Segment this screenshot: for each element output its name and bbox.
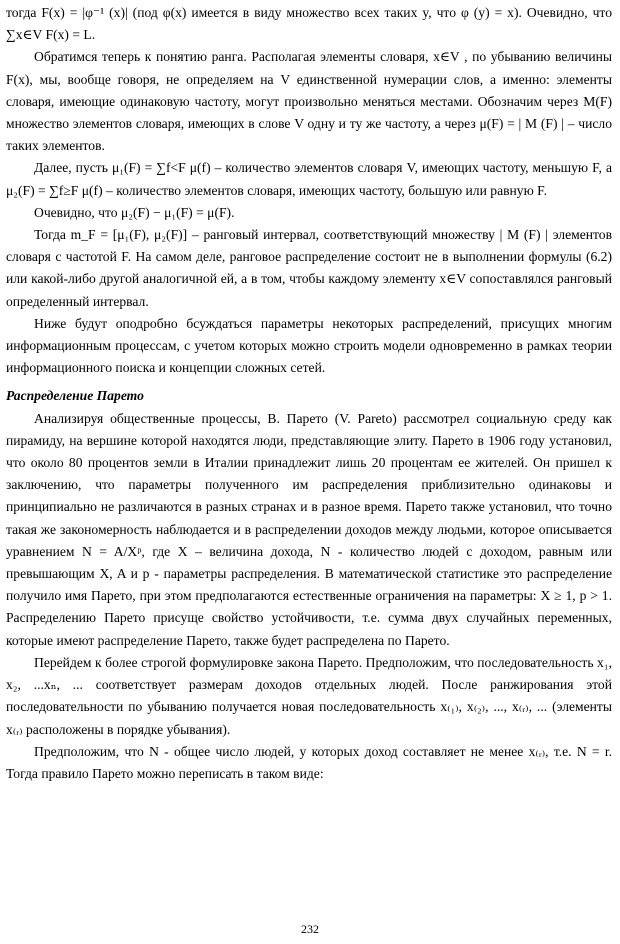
paragraph-1: тогда F(x) = |φ⁻¹ (x)| (под φ(x) имеется в виду множество всех таких y, что φ (y) = x). Очевидно, что ∑x∈V F(x) = L. — [6, 5, 612, 43]
paragraph-4: Очевидно, что μ₂(F) − μ₁(F) = μ(F). — [34, 204, 235, 220]
section-paragraph-3: Предположим, что N - общее число людей, у которых доход составляет не менее x₍ᵣ₎, т.е. N = r. Тогда правило Парето можно переписать в таком виде: — [6, 743, 612, 781]
page-number: 232 — [301, 921, 319, 936]
paragraph-3: Далее, пусть μ₁(F) = ∑f<F μ(f) – количество элементов словаря V, имеющих частоту, меньшую F, а μ₂(F) = ∑f≥F μ(f) – количество элементов словаря, имеющих частоту, большую или равную F. — [6, 160, 612, 198]
paragraph-2: Обратимся теперь к понятию ранга. Располагая элементы словаря, x∈V , по убыванию величины F(x), мы, вообще говоря, не определяем на V единственной нумерации слов, а именно: элементы словаря, имеющие одинаковую частоту, могут произвольно меняться местами. Обозначим через M(F) множество элементов словаря, имеющих в слове V одну и ту же частоту, а через μ(F) = | M (F) | – число таких элементов. — [6, 49, 612, 154]
paragraph-6: Ниже будут оподробно бсуждаться параметры некоторых распределений, присущих многим информационным процессам, с учетом которых можно строить модели одновременно в рамках теории информационного поиска и концепции сложных сетей. — [6, 315, 612, 376]
section-heading: Распределение Парето — [6, 388, 144, 404]
section-paragraph-2: Перейдем к более строгой формулировке закона Парето. Предположим, что последовательность x₁, x₂, ...xₙ, ... соответствует размерам доходов отдельных людей. После ранжирования этой последовательности по убыванию получается новая последовательность x₍₁₎, x₍₂₎, ..., x₍ᵣ₎, ... (элементы x₍ᵣ₎ расположены в порядке убывания). — [6, 654, 612, 737]
paragraph-5: Тогда m_F = [μ₁(F), μ₂(F)] – ранговый интервал, соответствующий множеству | M (F) | элементов словаря с частотой F. На самом деле, ранговое распределение состоит не в выполнении формулы (6.2) или какой-либо другой аналогичной ей, а в том, чтобы каждому элементу x∈V сопоставлялся ранговый определенный интервал. — [6, 227, 612, 309]
section-paragraph-1: Анализируя общественные процессы, В. Парето (V. Pareto) рассмотрел социальную среду как пирамиду, на вершине которой находятся люди, представляющие элиту. Парето в 1906 году установил, что около 80 процентов земли в Италии принадлежит лишь 20 процентам ее жителей. Он пришел к заключению, что параметры полученного им распределения приблизительно одинаковы и принципиально не различаются в разных странах и в разное время. Парето также установил, что точно такая же закономерность наблюдается и в распределении доходов между людьми, которое описывается уравнением N = A/Xᵖ, где X – величина дохода, N - количество людей с доходом, равным или превышающим X, A и p - параметры распределения. В математической статистике это распределение получило имя Парето, при этом предполагаются естественные ограничения на параметры: X ≥ 1, p > 1. Распределению Парето присуще свойство устойчивости, т.е. сумма двух случайных переменных, которые имеют распределение Парето, также будет распределена по Парето. — [6, 410, 612, 648]
